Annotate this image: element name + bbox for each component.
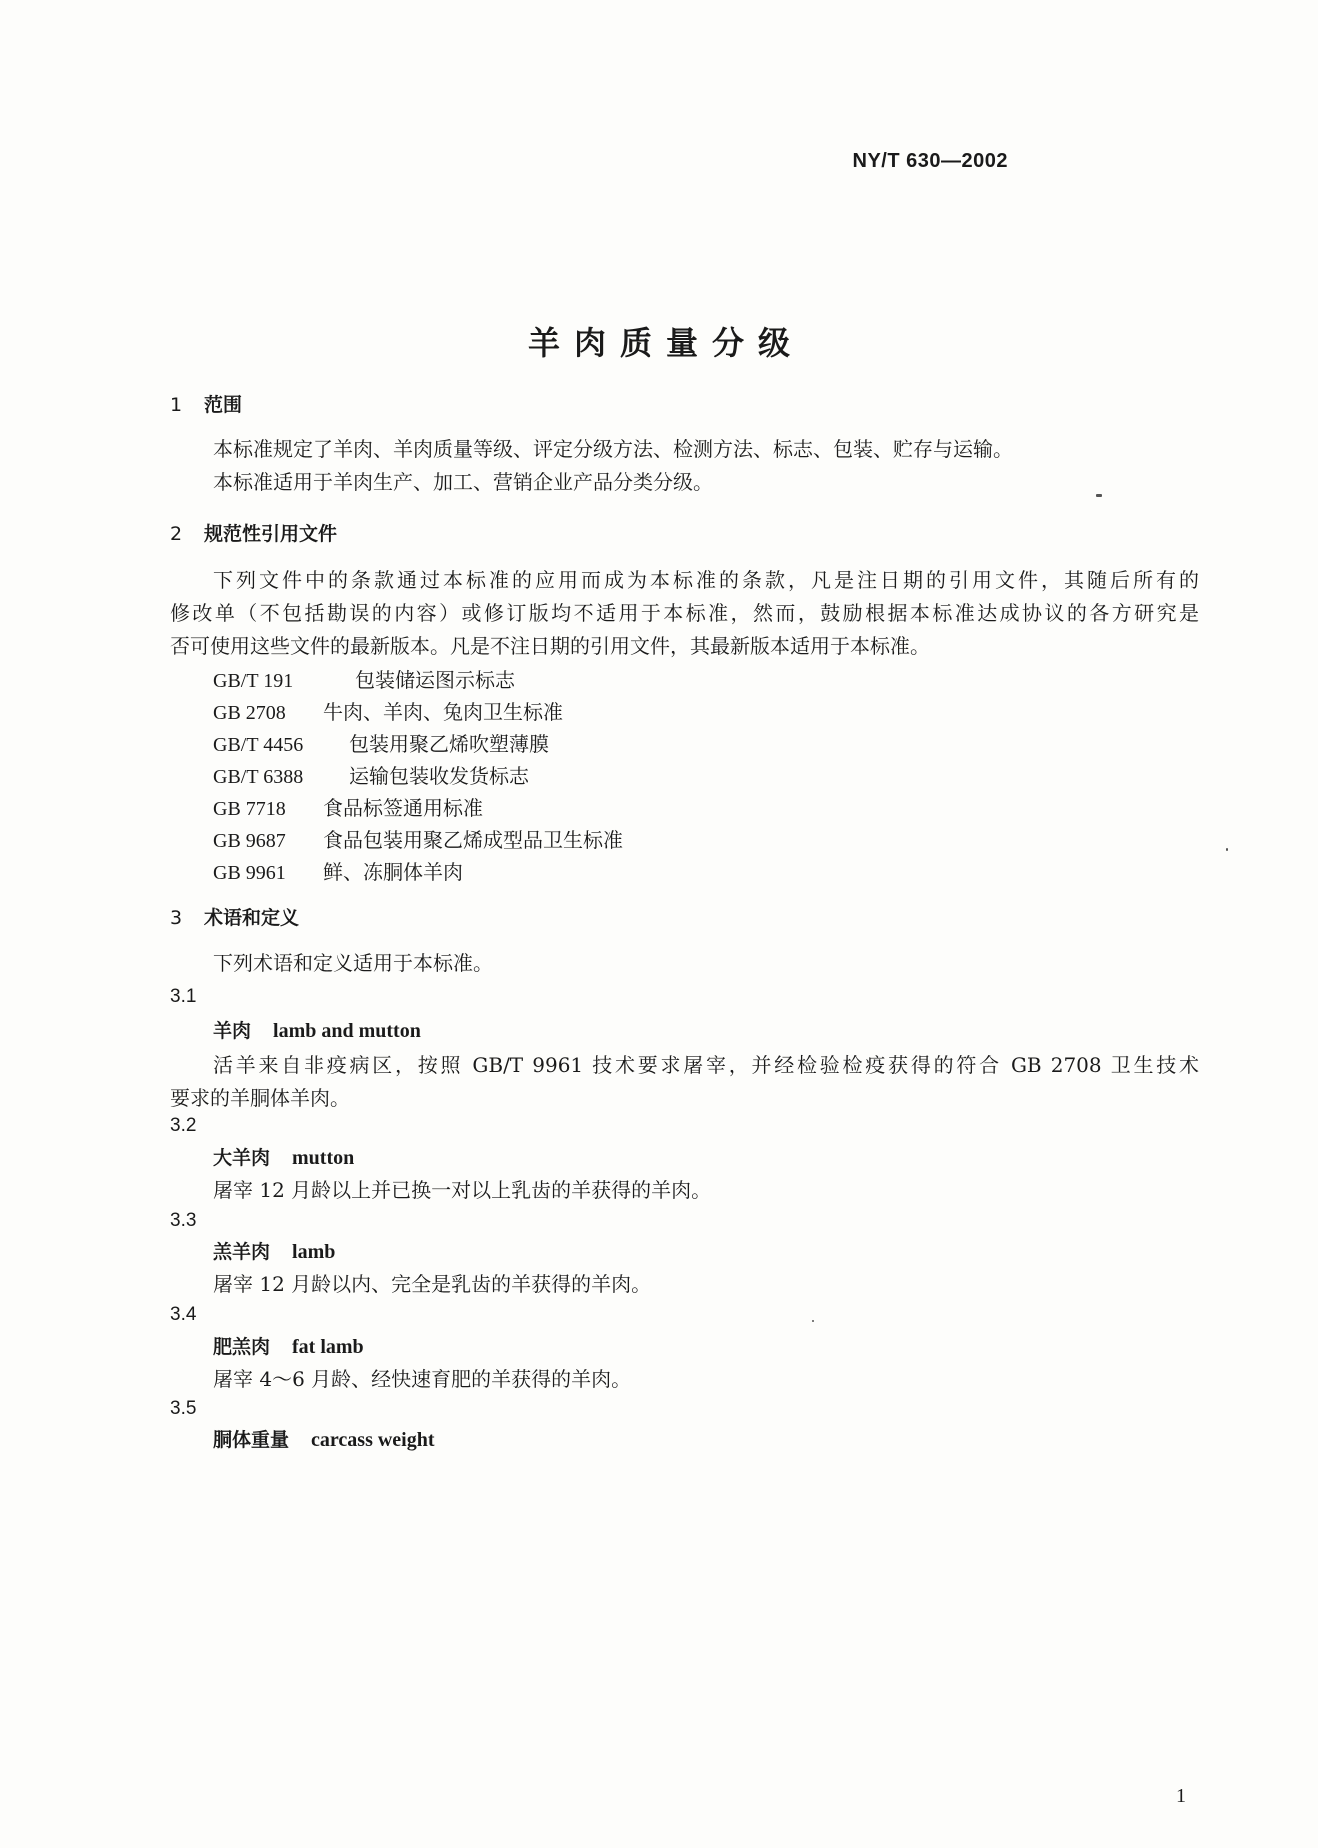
term-en: carcass weight xyxy=(311,1429,435,1451)
reference-code: GB/T 191 xyxy=(213,670,294,692)
paragraph: 本标准适用于羊肉生产、加工、营销企业产品分类分级。 xyxy=(213,470,713,494)
section-number: 2 xyxy=(170,523,183,545)
term-zh: 肥羔肉 xyxy=(213,1336,271,1358)
reference-code: GB/T 6388 xyxy=(213,766,304,788)
scan-speck xyxy=(812,1320,814,1322)
subsection-number: 3.4 xyxy=(170,1304,197,1325)
reference-code: GB 7718 xyxy=(213,798,286,820)
reference-item xyxy=(213,827,623,854)
term-heading xyxy=(213,1239,335,1265)
term-zh: 羔羊肉 xyxy=(213,1241,271,1263)
reference-title: 食品包装用聚乙烯成型品卫生标准 xyxy=(323,828,623,852)
section-title: 范围 xyxy=(204,394,243,416)
paragraph-line: 修改单（不包括勘误的内容）或修订版均不适用于本标准，然而，鼓励根据本标准达成协议的各方研究是 xyxy=(170,601,1199,625)
reference-title: 鲜、冻胴体羊肉 xyxy=(323,860,463,884)
paragraph-line: 下列文件中的条款通过本标准的应用而成为本标准的条款，凡是注日期的引用文件，其随后所有的 xyxy=(213,568,1199,592)
subsection-number: 3.2 xyxy=(170,1115,197,1136)
subsection-number: 3.3 xyxy=(170,1210,197,1231)
subsection-number: 3.1 xyxy=(170,986,197,1007)
definition-line: 要求的羊胴体羊肉。 xyxy=(170,1086,350,1110)
definition-line: 屠宰 12 月龄以内、完全是乳齿的羊获得的羊肉。 xyxy=(213,1272,652,1296)
paragraph-line: 否可使用这些文件的最新版本。凡是不注日期的引用文件，其最新版本适用于本标准。 xyxy=(170,634,930,658)
page-number: 1 xyxy=(1176,1785,1186,1807)
reference-title: 食品标签通用标准 xyxy=(323,796,483,820)
scan-speck xyxy=(1226,848,1228,851)
definition-line: 活羊来自非疫病区，按照 GB/T 9961 技术要求屠宰，并经检验检疫获得的符合 GB 2708 卫生技术 xyxy=(213,1053,1199,1077)
reference-title: 运输包装收发货标志 xyxy=(349,764,529,788)
section-number: 3 xyxy=(170,907,183,929)
reference-item xyxy=(213,731,549,758)
scan-speck xyxy=(1096,494,1102,497)
section-3-heading xyxy=(170,905,299,931)
page-title: 羊肉质量分级 xyxy=(527,324,804,362)
term-heading xyxy=(213,1427,435,1453)
term-en: lamb xyxy=(292,1241,336,1263)
reference-code: GB 2708 xyxy=(213,702,286,724)
reference-code: GB/T 4456 xyxy=(213,734,304,756)
reference-item xyxy=(213,763,529,790)
section-number: 1 xyxy=(170,394,183,416)
reference-item xyxy=(213,699,563,726)
term-heading xyxy=(213,1145,354,1171)
reference-title: 牛肉、羊肉、兔肉卫生标准 xyxy=(323,700,563,724)
standard-number: NY/T 630—2002 xyxy=(852,150,1008,172)
term-zh: 胴体重量 xyxy=(213,1429,290,1451)
subsection-number: 3.5 xyxy=(170,1398,197,1419)
term-en: lamb and mutton xyxy=(273,1020,421,1042)
section-title: 术语和定义 xyxy=(204,907,300,929)
reference-item xyxy=(213,667,515,694)
section-2-heading xyxy=(170,521,337,547)
reference-code: GB 9687 xyxy=(213,830,286,852)
section-title: 规范性引用文件 xyxy=(204,523,338,545)
reference-item xyxy=(213,795,483,822)
definition-line: 屠宰 12 月龄以上并已换一对以上乳齿的羊获得的羊肉。 xyxy=(213,1178,712,1202)
term-en: fat lamb xyxy=(292,1336,364,1358)
term-heading xyxy=(213,1018,421,1044)
paragraph: 下列术语和定义适用于本标准。 xyxy=(213,951,493,975)
term-zh: 羊肉 xyxy=(213,1020,252,1042)
reference-item xyxy=(213,859,463,886)
reference-title: 包装储运图示标志 xyxy=(355,668,515,692)
definition-line: 屠宰 4～6 月龄、经快速育肥的羊获得的羊肉。 xyxy=(213,1367,632,1391)
section-1-heading xyxy=(170,392,242,418)
reference-code: GB 9961 xyxy=(213,862,286,884)
term-en: mutton xyxy=(292,1147,355,1169)
term-heading xyxy=(213,1334,364,1360)
paragraph: 本标准规定了羊肉、羊肉质量等级、评定分级方法、检测方法、标志、包装、贮存与运输。 xyxy=(213,437,1013,461)
term-zh: 大羊肉 xyxy=(213,1147,271,1169)
reference-title: 包装用聚乙烯吹塑薄膜 xyxy=(349,732,549,756)
